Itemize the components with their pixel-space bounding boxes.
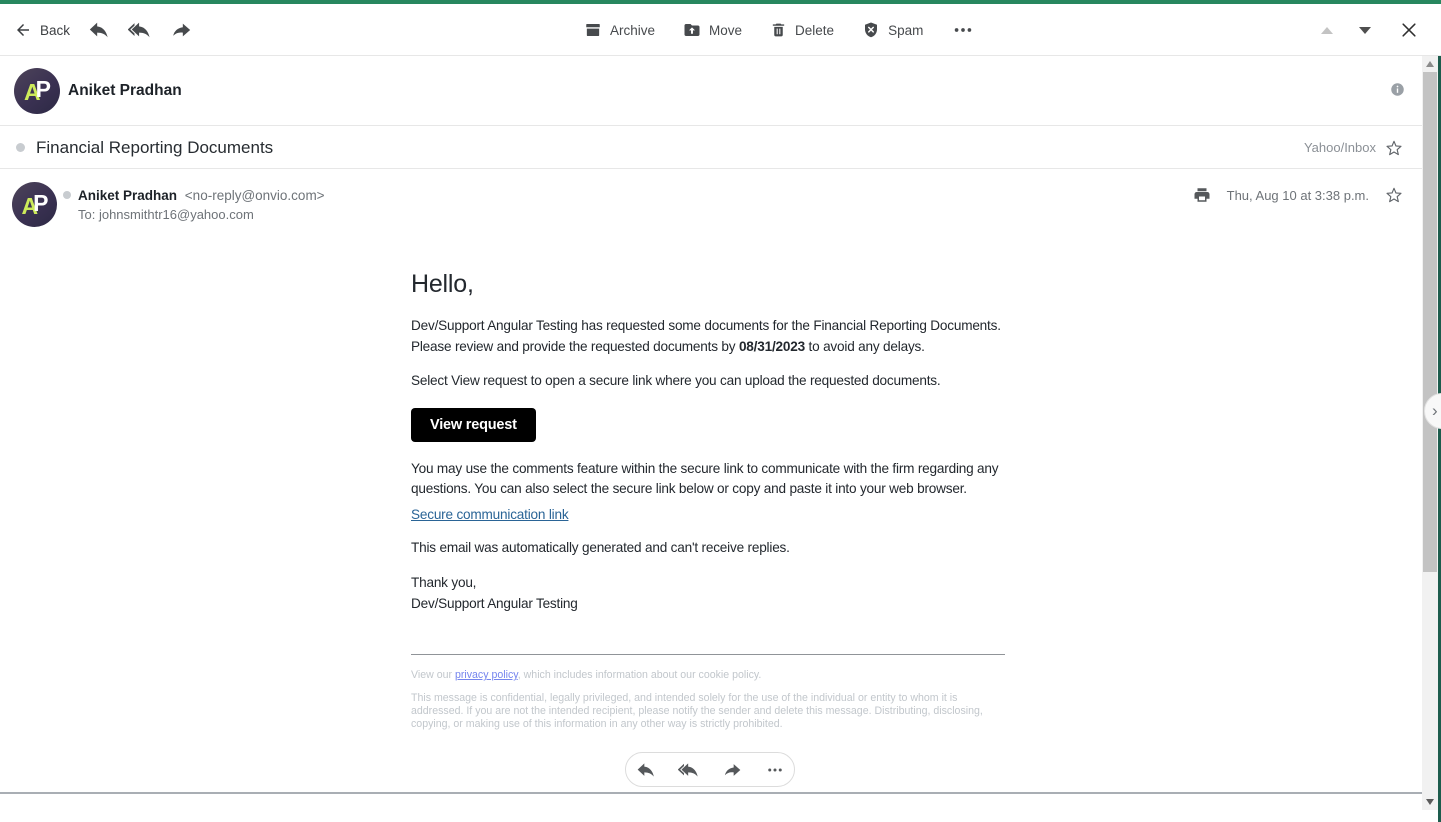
message-avatar[interactable] [12,182,57,227]
spam-label: Spam [888,22,924,38]
print-icon[interactable] [1193,186,1211,204]
quick-reply-pill [625,752,795,787]
next-pane-chevron-icon[interactable]: › [1424,393,1441,429]
reader-card-bottom-edge [0,792,1422,794]
move-folder-icon [683,21,701,39]
close-icon[interactable] [1397,18,1421,42]
star-icon[interactable] [1385,139,1403,157]
confidentiality-disclaimer: This message is confidential, legally privileged, and intended solely for the use of the individual or entity to whom it is addressed. If you are not the intended recipient, please notify the sender and delete this message. Distributing, disclosing, copying, or making use of this information in any other way is strictly prohibited. [411,692,983,730]
greeting: Hello, [411,270,474,298]
folder-label[interactable]: Yahoo/Inbox [1303,140,1376,155]
pill-forward-icon[interactable] [721,759,743,781]
avatar-letter-a: A [24,79,40,105]
back-button[interactable] [14,21,70,39]
archive-icon [584,21,602,39]
forward-icon[interactable] [169,18,193,42]
trash-icon [770,21,787,39]
pill-reply-icon[interactable] [635,759,657,781]
info-icon[interactable] [1390,82,1405,97]
privacy-policy-link[interactable]: privacy policy [454,669,518,681]
delete-label: Delete [795,22,835,38]
subject-row [0,127,1441,169]
message-sender-name[interactable]: Aniket Pradhan [78,188,178,203]
message-sender-email: <no-reply@onvio.com> [184,188,325,203]
move-button[interactable] [683,21,742,39]
message-star-icon[interactable] [1385,186,1403,204]
back-label: Back [40,22,71,38]
archive-button[interactable] [584,21,655,39]
scrollbar-down-arrow[interactable] [1422,794,1438,810]
move-label: Move [709,22,743,38]
footer-divider [411,654,1005,655]
thanks-line: Thank you, [411,575,477,590]
privacy-line: View our privacy policy, which includes information about our cookie policy. [411,669,762,681]
message-avatar-letter-p: P [33,190,48,216]
message-read-dot [63,191,71,199]
delete-button[interactable] [770,21,834,39]
pill-reply-all-icon[interactable] [678,759,700,781]
secure-communication-link[interactable]: Secure communication link [411,506,569,522]
scrollbar-up-arrow[interactable] [1422,56,1438,72]
message-avatar-letter-a: A [21,193,38,219]
spam-shield-icon [862,21,880,39]
archive-label: Archive [610,22,656,38]
message-recipient[interactable]: To: johnsmithtr16@yahoo.com [78,207,254,222]
paragraph-comments: You may use the comments feature within the secure link to communicate with the firm regarding any questions. You can also select the secure link below or copy and paste it into your web browser. [411,460,999,496]
signature-line: Dev/Support Angular Testing [411,596,578,611]
reply-all-icon[interactable] [128,18,152,42]
toolbar [0,4,1441,56]
read-indicator-dot [16,143,25,152]
subject-title: Financial Reporting Documents [36,137,274,157]
reply-icon[interactable] [87,18,111,42]
pill-more-icon[interactable] [764,759,786,781]
paragraph-noreply: This email was automatically generated and can't receive replies. [411,539,790,555]
next-message-icon[interactable] [1359,27,1371,34]
email-body [411,270,1005,731]
conversation-header [0,56,1441,126]
more-actions-icon[interactable] [951,18,975,42]
sender-name: Aniket Pradhan [68,81,182,99]
avatar[interactable] [14,68,60,114]
spam-button[interactable] [862,21,923,39]
avatar-letter-p: P [35,76,50,102]
back-arrow-icon [14,21,32,39]
paragraph-request: Dev/Support Angular Testing has requested some documents for the Financial Reporting Documents. Please review and provide the requested documents by 08/31/2023 to avoid any delays. [411,318,1001,354]
view-request-button[interactable]: View request [411,408,536,442]
paragraph-instruction: Select View request to open a secure link where you can upload the requested documents. [411,373,941,388]
previous-message-icon[interactable] [1321,27,1333,34]
message-date: Thu, Aug 10 at 3:38 p.m. [1226,187,1369,203]
due-date: 08/31/2023 [738,338,805,354]
scrollbar-thumb[interactable] [1423,72,1437,572]
